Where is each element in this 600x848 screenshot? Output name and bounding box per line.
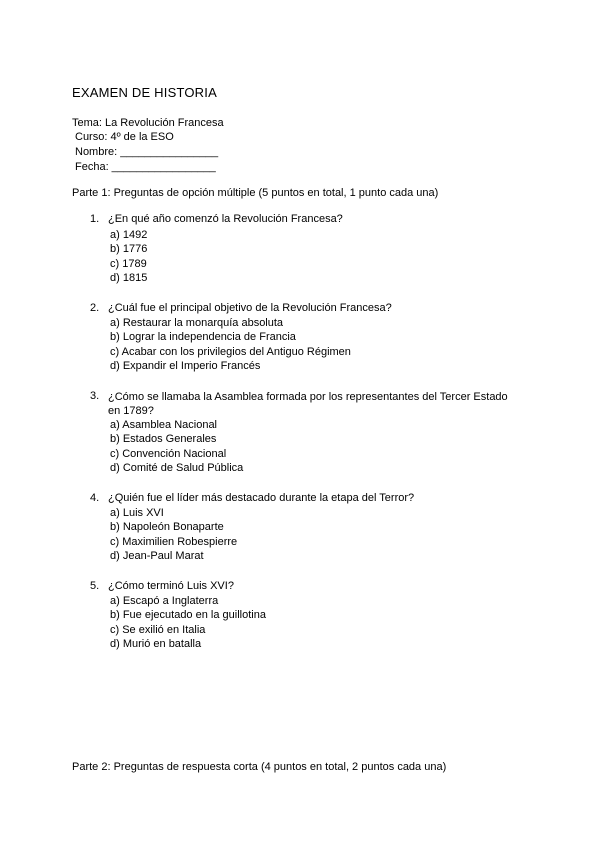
part2-heading: Parte 2: Preguntas de respuesta corta (4 puntos en total, 2 puntos cada una) (72, 761, 447, 773)
q2-option-d: d) Expandir el Imperio Francés (110, 360, 261, 372)
question-number: 1. (90, 213, 100, 225)
q5-option-a: a) Escapó a Inglaterra (110, 595, 219, 607)
question-1 (90, 213, 528, 225)
curso-line: Curso: 4º de la ESO (75, 131, 174, 143)
question-3 (90, 390, 508, 418)
q1-option-b: b) 1776 (110, 243, 148, 255)
q2-option-c: c) Acabar con los privilegios del Antiguo Régimen (110, 346, 351, 358)
question-number: 4. (90, 492, 100, 504)
q4-option-c: c) Maximilien Robespierre (110, 536, 238, 548)
question-text: ¿Cómo se llamaba la Asamblea formada por los representantes del Tercer Estado en 1789? (108, 391, 508, 417)
question-number: 3. (90, 390, 100, 402)
question-2 (90, 302, 528, 314)
q3-option-a: a) Asamblea Nacional (110, 419, 218, 431)
q1-option-a: a) 1492 (110, 229, 148, 241)
part1-heading: Parte 1: Preguntas de opción múltiple (5 puntos en total, 1 punto cada una) (72, 187, 439, 199)
fecha-line: Fecha: _________________ (75, 161, 216, 173)
nombre-line: Nombre: ________________ (75, 146, 219, 158)
q5-option-d: d) Murió en batalla (110, 638, 202, 650)
tema-line: Tema: La Revolución Francesa (72, 117, 224, 129)
question-5 (90, 580, 528, 592)
question-number: 5. (90, 580, 100, 592)
q4-option-b: b) Napoleón Bonaparte (110, 521, 224, 533)
q3-option-c: c) Convención Nacional (110, 448, 227, 460)
q4-option-d: d) Jean-Paul Marat (110, 550, 204, 562)
exam-title: EXAMEN DE HISTORIA (72, 85, 217, 100)
question-text: ¿Cuál fue el principal objetivo de la Revolución Francesa? (108, 302, 392, 314)
question-text: ¿Cómo terminó Luis XVI? (108, 580, 234, 592)
question-text: ¿En qué año comenzó la Revolución Francesa? (108, 213, 343, 225)
q1-option-d: d) 1815 (110, 272, 148, 284)
q2-option-b: b) Lograr la independencia de Francia (110, 331, 296, 343)
q4-option-a: a) Luis XVI (110, 507, 164, 519)
q3-option-b: b) Estados Generales (110, 433, 217, 445)
q1-option-c: c) 1789 (110, 258, 147, 270)
q2-option-a: a) Restaurar la monarquía absoluta (110, 317, 284, 329)
q5-option-b: b) Fue ejecutado en la guillotina (110, 609, 266, 621)
question-text: ¿Quién fue el líder más destacado durante la etapa del Terror? (108, 492, 415, 504)
q3-option-d: d) Comité de Salud Pública (110, 462, 244, 474)
question-4 (90, 492, 528, 504)
q5-option-c: c) Se exilió en Italia (110, 624, 206, 636)
question-number: 2. (90, 302, 100, 314)
